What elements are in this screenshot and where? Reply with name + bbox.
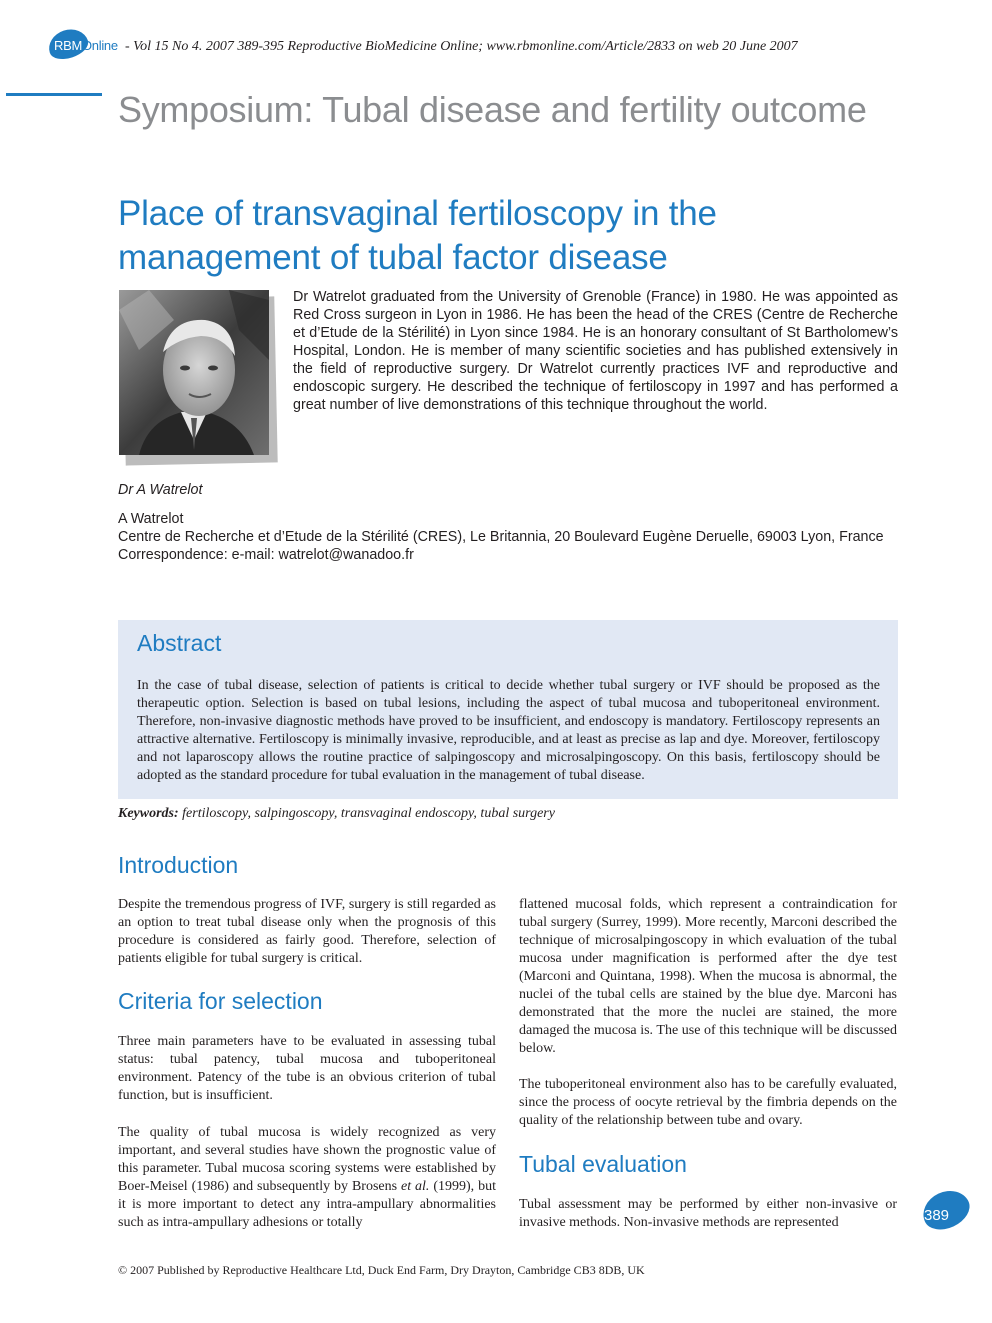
symposium-heading: Symposium: Tubal disease and fertility outcome: [118, 89, 867, 130]
article-title: Place of transvaginal fertiloscopy in the management of tubal factor disease: [118, 194, 717, 277]
author-portrait: [119, 290, 269, 455]
author-name: A Watrelot: [118, 511, 184, 527]
page-number: 389: [924, 1207, 950, 1224]
criteria-heading: Criteria for selection: [118, 988, 323, 1014]
abstract-body: In the case of tubal disease, selection of patients is critical to decide whether tubal surgery or IVF should be proposed as the therapeutic option. Selection is based on tubal lesions, including the aspect of tubal mucosa and tuboperitoneal environment. Therefore, non-invasive diagnostic methods have proved to be insufficient, and endoscopy is mandatory. Fertiloscopy represents an attractive alternative. Fertiloscopy is minimally invasive, reproducible, and at least as precise as lap and dye. Moreover, fertiloscopy and not laparoscopy allows the routine practice of salpingoscopy and microsalpingoscopy. On this basis, fertiloscopy should be adopted as the standard procedure for tubal evaluation in the management of tubal disease.: [137, 678, 880, 783]
right-paragraph-1: flattened mucosal folds, which represent a contraindication for tubal surgery (Surrey, 1999). More recently, Marconi described the technique of microsalpingoscopy in which evaluation of the tubal mucosa under magnification is performed after the dye test (Marconi and Quintana, 1998). When the mucosa is abnormal, the nuclei of the tubal cells are stained by the blue dye. Marconi has demonstrated that the more the nuclei are stained, the more damaged the mucosa is. The use of this technique will be discussed below.: [519, 897, 897, 1056]
keywords-terms: fertiloscopy, salpingoscopy, transvaginal endoscopy, tubal surgery: [182, 806, 555, 821]
correspondence: Correspondence: e-mail: watrelot@wanadoo.fr: [118, 547, 414, 563]
criteria-p2-start: The quality of tubal mucosa is widely recognized as very important, and several studies have shown the prognostic value of this parameter. Tubal mucosa scoring systems were established by Boer-Meisel (1986) and subsequently by Brosens: [118, 1125, 496, 1194]
abstract-heading: Abstract: [137, 630, 222, 656]
portrait-caption: Dr A Watrelot: [118, 482, 203, 498]
keywords-line: [118, 806, 555, 822]
citation-line: - Vol 15 No 4. 2007 389-395 Reproductive BioMedicine Online; www.rbmonline.com/Article/2833 on web 20 June 2007: [125, 39, 798, 54]
tubal-evaluation-paragraph: Tubal assessment may be performed by either non-invasive or invasive methods. Non-invasive methods are represented: [519, 1197, 897, 1230]
author-bio: Dr Watrelot graduated from the University of Grenoble (France) in 1980. He was appointed as Red Cross surgeon in Lyon in 1986. He has been the head of the CRES (Centre de Recherche et d’Etude de la Stérilité) in Lyon since 1984. He is an honorary consultant of St Bartholomew’s Hospital, London. He is member of many scientific societies and has published extensively in the field of reproductive surgery. Dr Watrelot currently practices IVF and reproductive and endoscopic surgery. He described the technique of fertiloscopy in 1997 and has performed a great number of live demonstrations of this technique throughout the world.: [293, 289, 898, 413]
logo-rbm: RBM: [54, 38, 82, 53]
affiliation-block: [118, 510, 898, 564]
criteria-paragraph-2: [118, 1124, 496, 1232]
portrait-image: [119, 290, 269, 455]
criteria-p2-etal: et al.: [401, 1179, 430, 1194]
header-rule: [6, 93, 102, 96]
criteria-paragraph-1: Three main parameters have to be evaluated in assessing tubal status: tubal patency, tubal mucosa and tuboperitoneal environment. Patency of the tube is an obvious criterion of tubal function, but is insufficient.: [118, 1034, 496, 1103]
introduction-heading: Introduction: [118, 852, 239, 878]
logo-online: Online: [82, 38, 118, 53]
author-address: Centre de Recherche et d’Etude de la Stérilité (CRES), Le Britannia, 20 Boulevard Eugène Deruelle, 69003 Lyon, France: [118, 529, 884, 545]
right-paragraph-2: The tuboperitoneal environment also has to be carefully evaluated, since the process of oocyte retrieval by the fimbria depends on the quality of the relationship between tube and ovary.: [519, 1077, 897, 1128]
journal-logo-text: [54, 38, 118, 53]
keywords-label: Keywords:: [118, 806, 179, 821]
copyright-footer: © 2007 Published by Reproductive Healthcare Ltd, Duck End Farm, Dry Drayton, Cambridge CB3 8DB, UK: [118, 1263, 645, 1277]
introduction-paragraph: Despite the tremendous progress of IVF, surgery is still regarded as an option to treat tubal disease only when the prognosis of this procedure is considered as fairly good. Therefore, selection of patients eligible for tubal surgery is critical.: [118, 897, 496, 966]
tubal-evaluation-heading: Tubal evaluation: [519, 1151, 687, 1177]
criteria-p2-end: (1999), but it is more important to detect any intra-ampullary abnormalities such as intra-ampullary adhesions or totally: [118, 1179, 497, 1230]
